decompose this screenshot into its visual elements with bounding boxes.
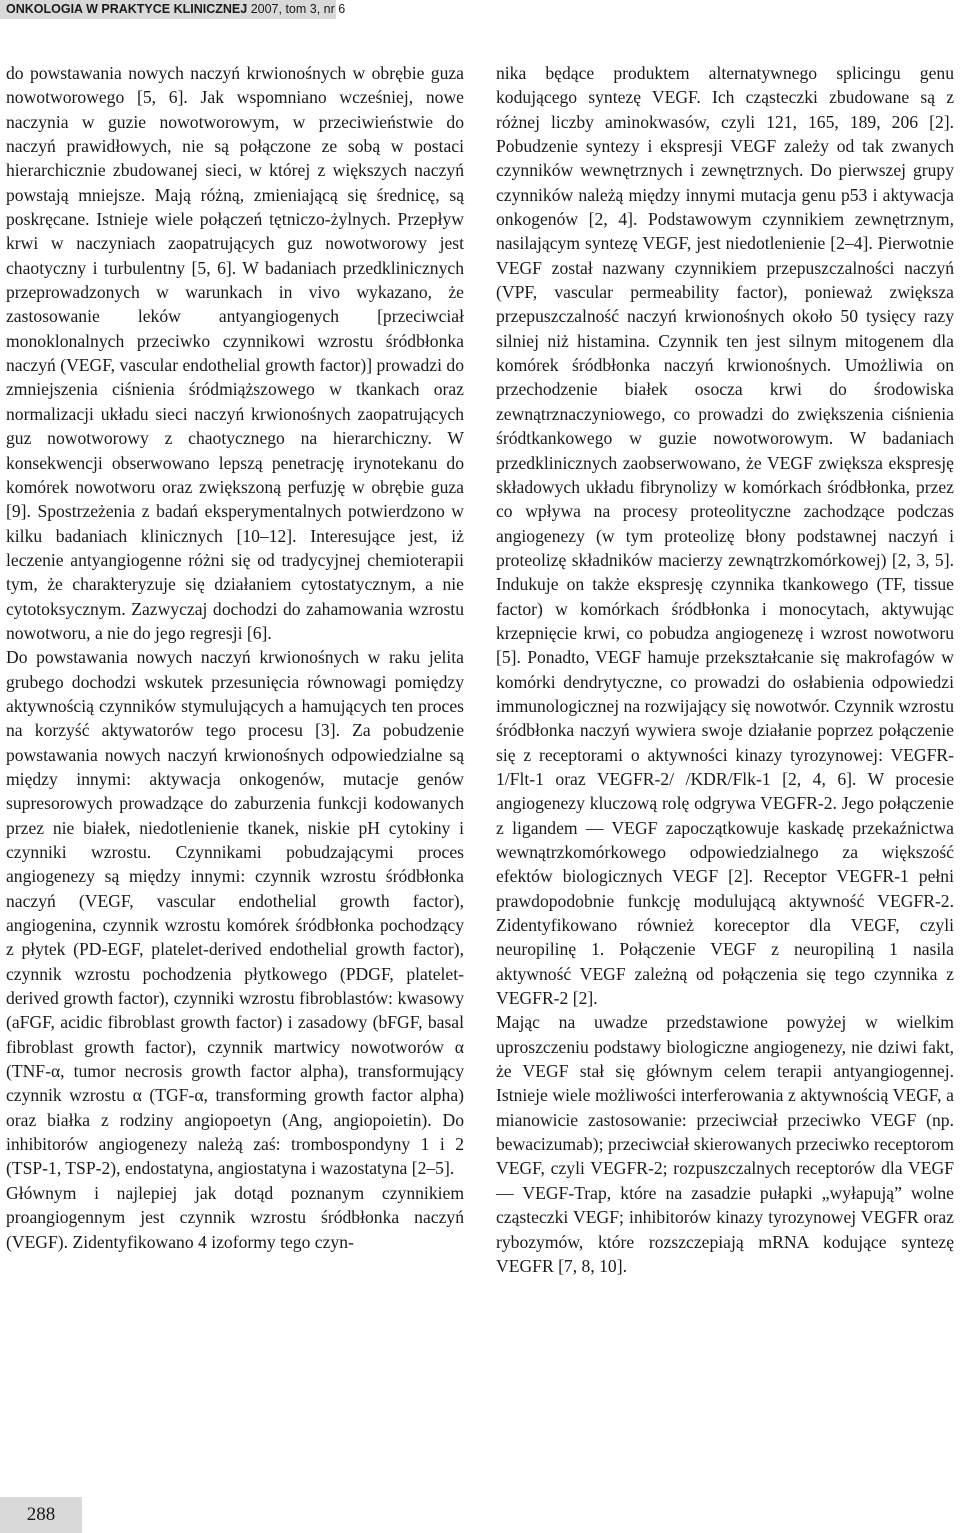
left-column [6,61,464,1254]
right-column [496,61,954,1278]
running-header [0,0,346,19]
journal-title: ONKOLOGIA W PRAKTYCE KLINICZNEJ [6,2,248,16]
right-paragraph-2: Mając na uwadze przedstawione powyżej w wielkim uproszczeniu podstawy biologiczne angiogenezy, nie dziwi fakt, że VEGF stał się głównym celem terapii antyangiogennej. Istnieje wiele możliwości interferowania z aktywnością VEGF, a mianowicie zastosowanie: przeciwciał przeciwko VEGF (np. bewacizumab); przeciwciał skierowanych przeciwko receptorom VEGF, czyli VEGFR-2; rozpuszczalnych receptorów dla VEGF — VEGF-Trap, które na zasadzie pułapki „wyłapują” wolne cząsteczki VEGF; inhibitorów kinazy tyrozynowej VEGFR oraz rybozymów, które rozszczepiają mRNA kodujące syntezę VEGFR [7, 8, 10]. [496,1012,954,1276]
left-paragraph-1: do powstawania nowych naczyń krwionośnych w obrębie guza nowotworowego [5, 6]. Jak wspomniano wcześniej, nowe naczynia w guzie nowotworowym, w przeciwieństwie do naczyń prawidłowych, nie są połączone ze sobą w postaci hierarchicznie zbudowanej sieci, w której z większych naczyń powstają mniejsze. Mają różną, zmieniającą się średnicę, są poskręcane. Istnieje wiele połączeń tętniczo-żylnych. Przepływ krwi w naczyniach zaopatrujących guz nowotworowy jest chaotyczny i turbulentny [5, 6]. W badaniach przedklinicznych przeprowadzonych w warunkach in vivo wykazano, że zastosowanie leków antyangiogenych [przeciwciał monoklonalnych przeciwko czynnikowi wzrostu śródbłonka naczyń (VEGF, vascular endothelial growth factor)] prowadzi do zmniejszenia ciśnienia śródmiąższowego w tkankach oraz normalizacji układu sieci naczyń krwionośnych zaopatrujących guz nowotworowy z chaotycznego na hierarchiczny. W konsekwencji obserwowano lepszą penetrację irynotekanu do komórek nowotworu oraz zwiększoną perfuzję w obrębie guza [9]. Spostrzeżenia z badań eksperymentalnych potwierdzono w kilku badaniach klinicznych [10–12]. Interesujące jest, iż leczenie antyangiogenne różni się od tradycyjnej chemioterapii tym, że charakteryzuje się działaniem cytostatycznym, a nie cytotoksycznym. Zazwyczaj dochodzi do zahamowania wzrostu nowotworu, a nie do jego regresji [6]. [6,63,464,643]
right-paragraph-1: nika będące produktem alternatywnego splicingu genu kodującego syntezę VEGF. Ich cząsteczki zbudowane są z różnej liczby aminokwasów, czyli 121, 165, 189, 206 [2]. Pobudzenie syntezy i ekspresji VEGF zależy od tak zwanych czynników wewnętrznych i zewnętrznych. Do pierwszej grupy czynników należą między innymi mutacja genu p53 i aktywacja onkogenów [2, 4]. Podstawowym czynnikiem zewnętrznym, nasilającym syntezę VEGF, jest niedotlenienie [2–4]. Pierwotnie VEGF został nazwany czynnikiem przepuszczalności naczyń (VPF, vascular permeability factor), ponieważ zwiększa przepuszczalność naczyń krwionośnych około 50 tysięcy razy silniej niż histamina. Czynnik ten jest silnym mitogenem dla komórek śródbłonka naczyń krwionośnych. Umożliwia on przechodzenie białek osocza krwi do środowiska zewnątrznaczyniowego, co prowadzi do zwiększenia ciśnienia śródtkankowego w guzie nowotworowym. W badaniach przedklinicznych zaobserwowano, że VEGF zwiększa ekspresję składowych układu fibrynolizy w komórkach śródbłonka, przez co wpływa na procesy proteolityczne zachodzące podczas angiogenezy (w tym proteolizę błony podstawnej naczyń i proteolizę składników macierzy zewnątrzkomórkowej) [2, 3, 5]. Indukuje on także ekspresję czynnika tkankowego (TF, tissue factor) w komórkach śródbłonka i monocytach, aktywując krzepnięcie krwi, co pobudza angiogenezę i wzrost nowotworu [5]. Ponadto, VEGF hamuje przekształcanie się makrofagów w komórki dendrytyczne, co prowadzi do osłabienia odpowiedzi immunologicznej na rozwijający się nowotwór. Czynnik wzrostu śródbłonka naczyń wywiera swoje działanie poprzez połączenie się z receptorami o aktywności kinazy tyrozynowej: VEGFR-1/Flt-1 oraz VEGFR-2/ /KDR/Flk-1 [2, 4, 6]. W procesie angiogenezy kluczową rolę odgrywa VEGFR-2. Jego połączenie z ligandem — VEGF zapoczątkowuje kaskadę przekaźnictwa wewnątrzkomórkowego odpowiedzialnego za większość efektów biologicznych VEGF [2]. Receptor VEGFR-1 pełni prawdopodobnie funkcję modulującą aktywność VEGFR-2. Zidentyfikowano również koreceptor dla VEGF, czyli neuropilinę 1. Połączenie VEGF z neuropiliną 1 nasila aktywność VEGF zależną od połączenia się tego czynnika z VEGFR-2 [2]. [496,63,954,1009]
page-number: 288 [0,1497,82,1533]
left-paragraph-3: Głównym i najlepiej jak dotąd poznanym czynnikiem proangiogennym jest czynnik wzrostu śródbłonka naczyń (VEGF). Zidentyfikowano 4 izoformy tego czyn- [6,1182,464,1252]
journal-issue: 2007, tom 3, nr 6 [250,2,346,16]
left-paragraph-2: Do powstawania nowych naczyń krwionośnych w raku jelita grubego dochodzi wskutek przesunięcia równowagi pomiędzy aktywnością czynników stymulujących a hamujących ten proces na korzyść aktywatorów tego procesu [3]. Za pobudzenie powstawania nowych naczyń krwionośnych odpowiedzialne są między innymi: aktywacja onkogenów, mutacje genów supresorowych prowadzące do zaburzenia funkcji kodowanych przez nie białek, niedotlenienie tkanek, niskie pH cytokiny i czynniki wzrostu. Czynnikami pobudzającymi proces angiogenezy są między innymi: czynnik wzrostu śródbłonka naczyń (VEGF, vascular endothelial growth factor), angiogenina, czynnik wzrostu komórek śródbłonka pochodzący z płytek (PD-EGF, platelet-derived endothelial growth factor), czynnik wzrostu pochodzenia płytkowego (PDGF, platelet-derived growth factor), czynniki wzrostu fibroblastów: kwasowy (aFGF, acidic fibroblast growth factor) i zasadowy (bFGF, basal fibroblast growth factor), czynnik martwicy nowotworów α (TNF-α, tumor necrosis growth factor alpha), transformujący czynnik wzrostu α (TGF-α, transforming growth factor alpha) oraz białka z rodziny angiopoetyn (Ang, angiopoietin). Do inhibitorów angiogenezy należą zaś: trombospondyny 1 i 2 (TSP-1, TSP-2), endostatyna, angiostatyna i wazostatyna [2–5]. [6,647,464,1179]
